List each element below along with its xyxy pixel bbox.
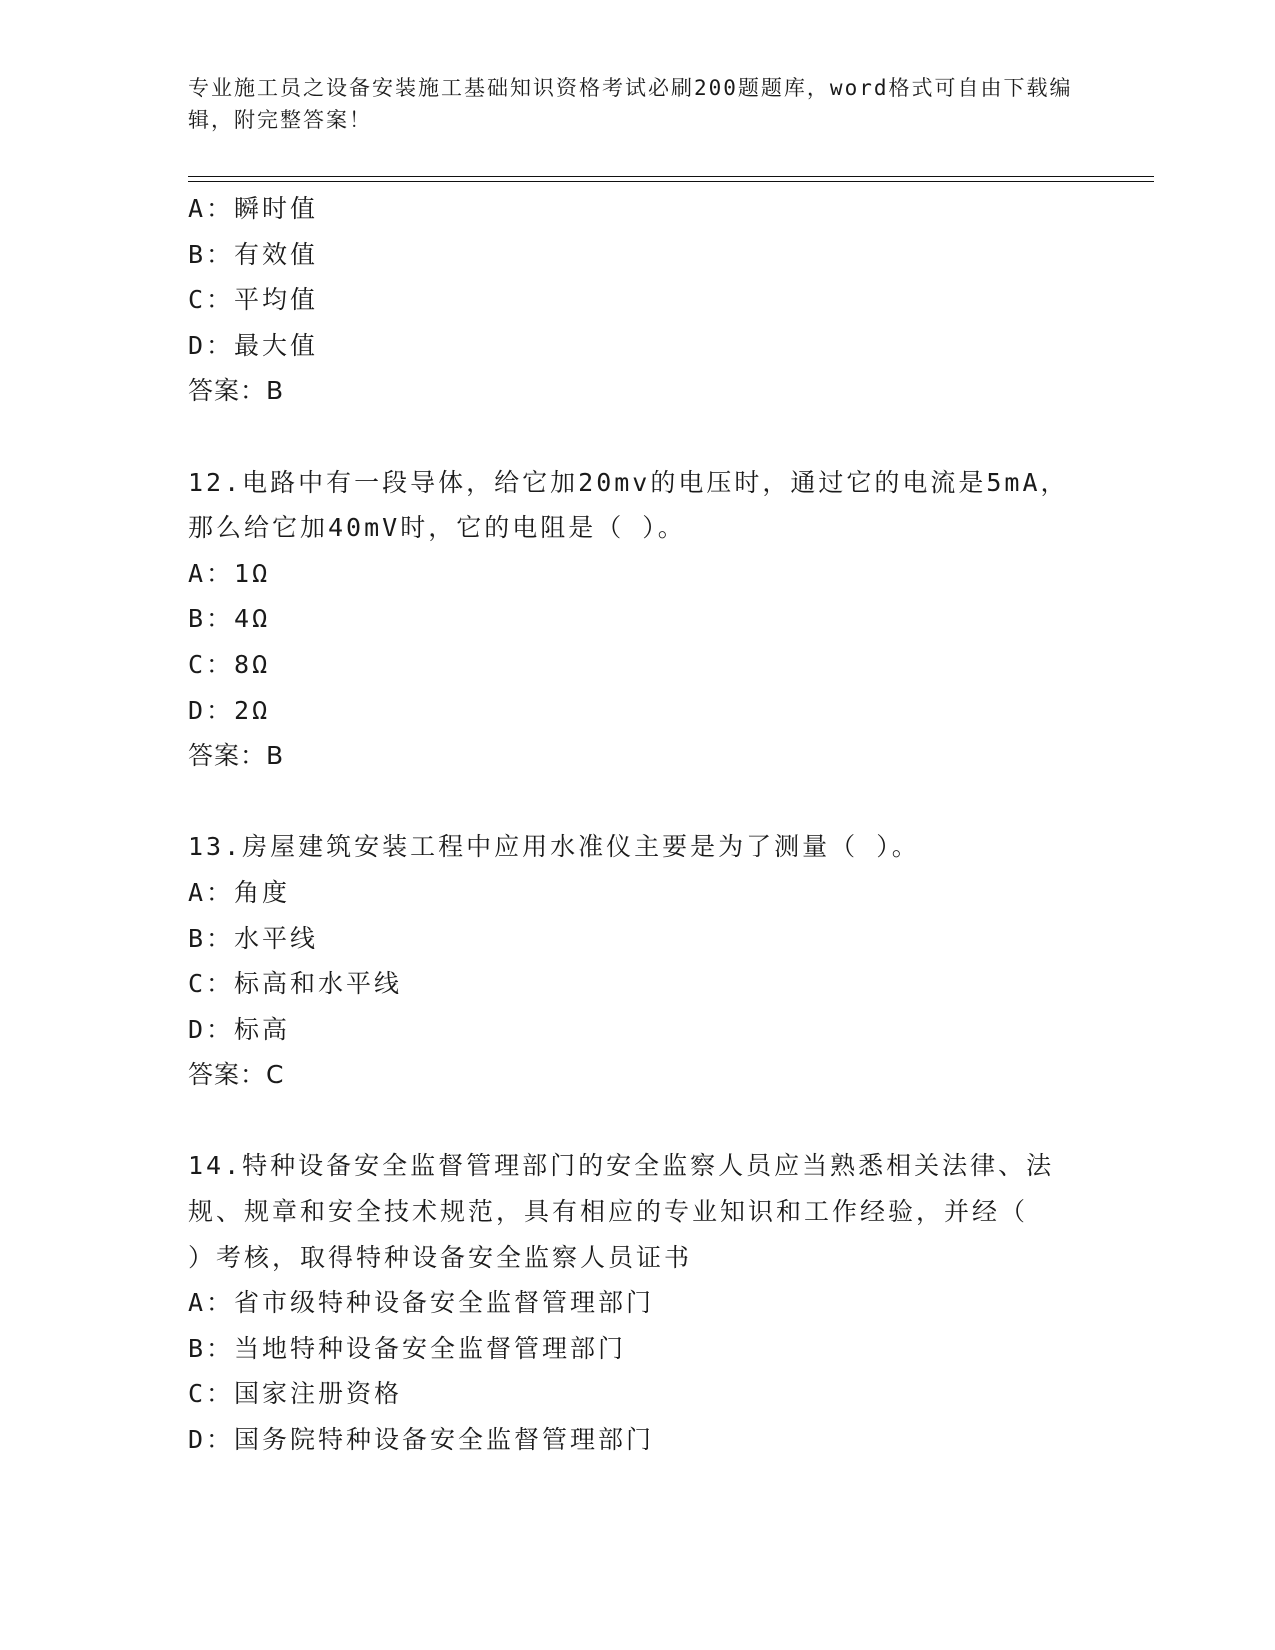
question-stem: 那么给它加40mV时，它的电阻是（ ）。	[188, 513, 686, 543]
question-14	[188, 1143, 1088, 1462]
document-header	[188, 72, 1088, 136]
header-rule-top	[188, 176, 1154, 177]
spacer	[188, 414, 1088, 460]
question-11	[188, 186, 1088, 414]
header-title: 专业施工员之设备安装施工基础知识资格考试必刷200题题库，word格式可自由下载编辑，附完整答案！	[188, 76, 1073, 132]
option-c: C：国家注册资格	[188, 1379, 403, 1409]
spacer	[188, 1098, 1088, 1144]
question-12	[188, 460, 1088, 779]
question-content	[188, 186, 1088, 1463]
question-stem: 12.电路中有一段导体，给它加20mv的电压时，通过它的电流是5mA，	[188, 467, 1069, 497]
spacer	[188, 779, 1088, 825]
option-b: B：有效值	[188, 239, 319, 269]
option-d: D：最大值	[188, 330, 319, 360]
question-stem: 14.特种设备安全监督管理部门的安全监察人员应当熟悉相关法律、法	[188, 1151, 1055, 1181]
answer: 答案：B	[188, 741, 285, 771]
question-stem: 规、规章和安全技术规范，具有相应的专业知识和工作经验，并经（	[188, 1197, 1029, 1227]
option-d: D：国务院特种设备安全监督管理部门	[188, 1425, 655, 1455]
question-13	[188, 824, 1088, 1098]
option-a: A：瞬时值	[188, 194, 319, 223]
question-stem: ）考核，取得特种设备安全监察人员证书	[188, 1242, 693, 1272]
option-b: B：当地特种设备安全监督管理部门	[188, 1333, 627, 1363]
option-c: C：平均值	[188, 285, 319, 315]
option-b: B：4Ω	[188, 604, 271, 634]
option-c: C：8Ω	[188, 649, 271, 679]
answer: 答案：B	[188, 376, 285, 406]
option-a: A：省市级特种设备安全监督管理部门	[188, 1288, 655, 1318]
answer: 答案：C	[188, 1060, 285, 1090]
header-rule-bottom	[188, 181, 1154, 182]
option-c: C：标高和水平线	[188, 969, 403, 999]
option-d: D：2Ω	[188, 695, 271, 725]
option-b: B：水平线	[188, 923, 319, 953]
question-stem: 13.房屋建筑安装工程中应用水准仪主要是为了测量（ ）。	[188, 832, 920, 862]
option-d: D：标高	[188, 1014, 291, 1044]
option-a: A：角度	[188, 877, 291, 907]
option-a: A：1Ω	[188, 558, 271, 588]
